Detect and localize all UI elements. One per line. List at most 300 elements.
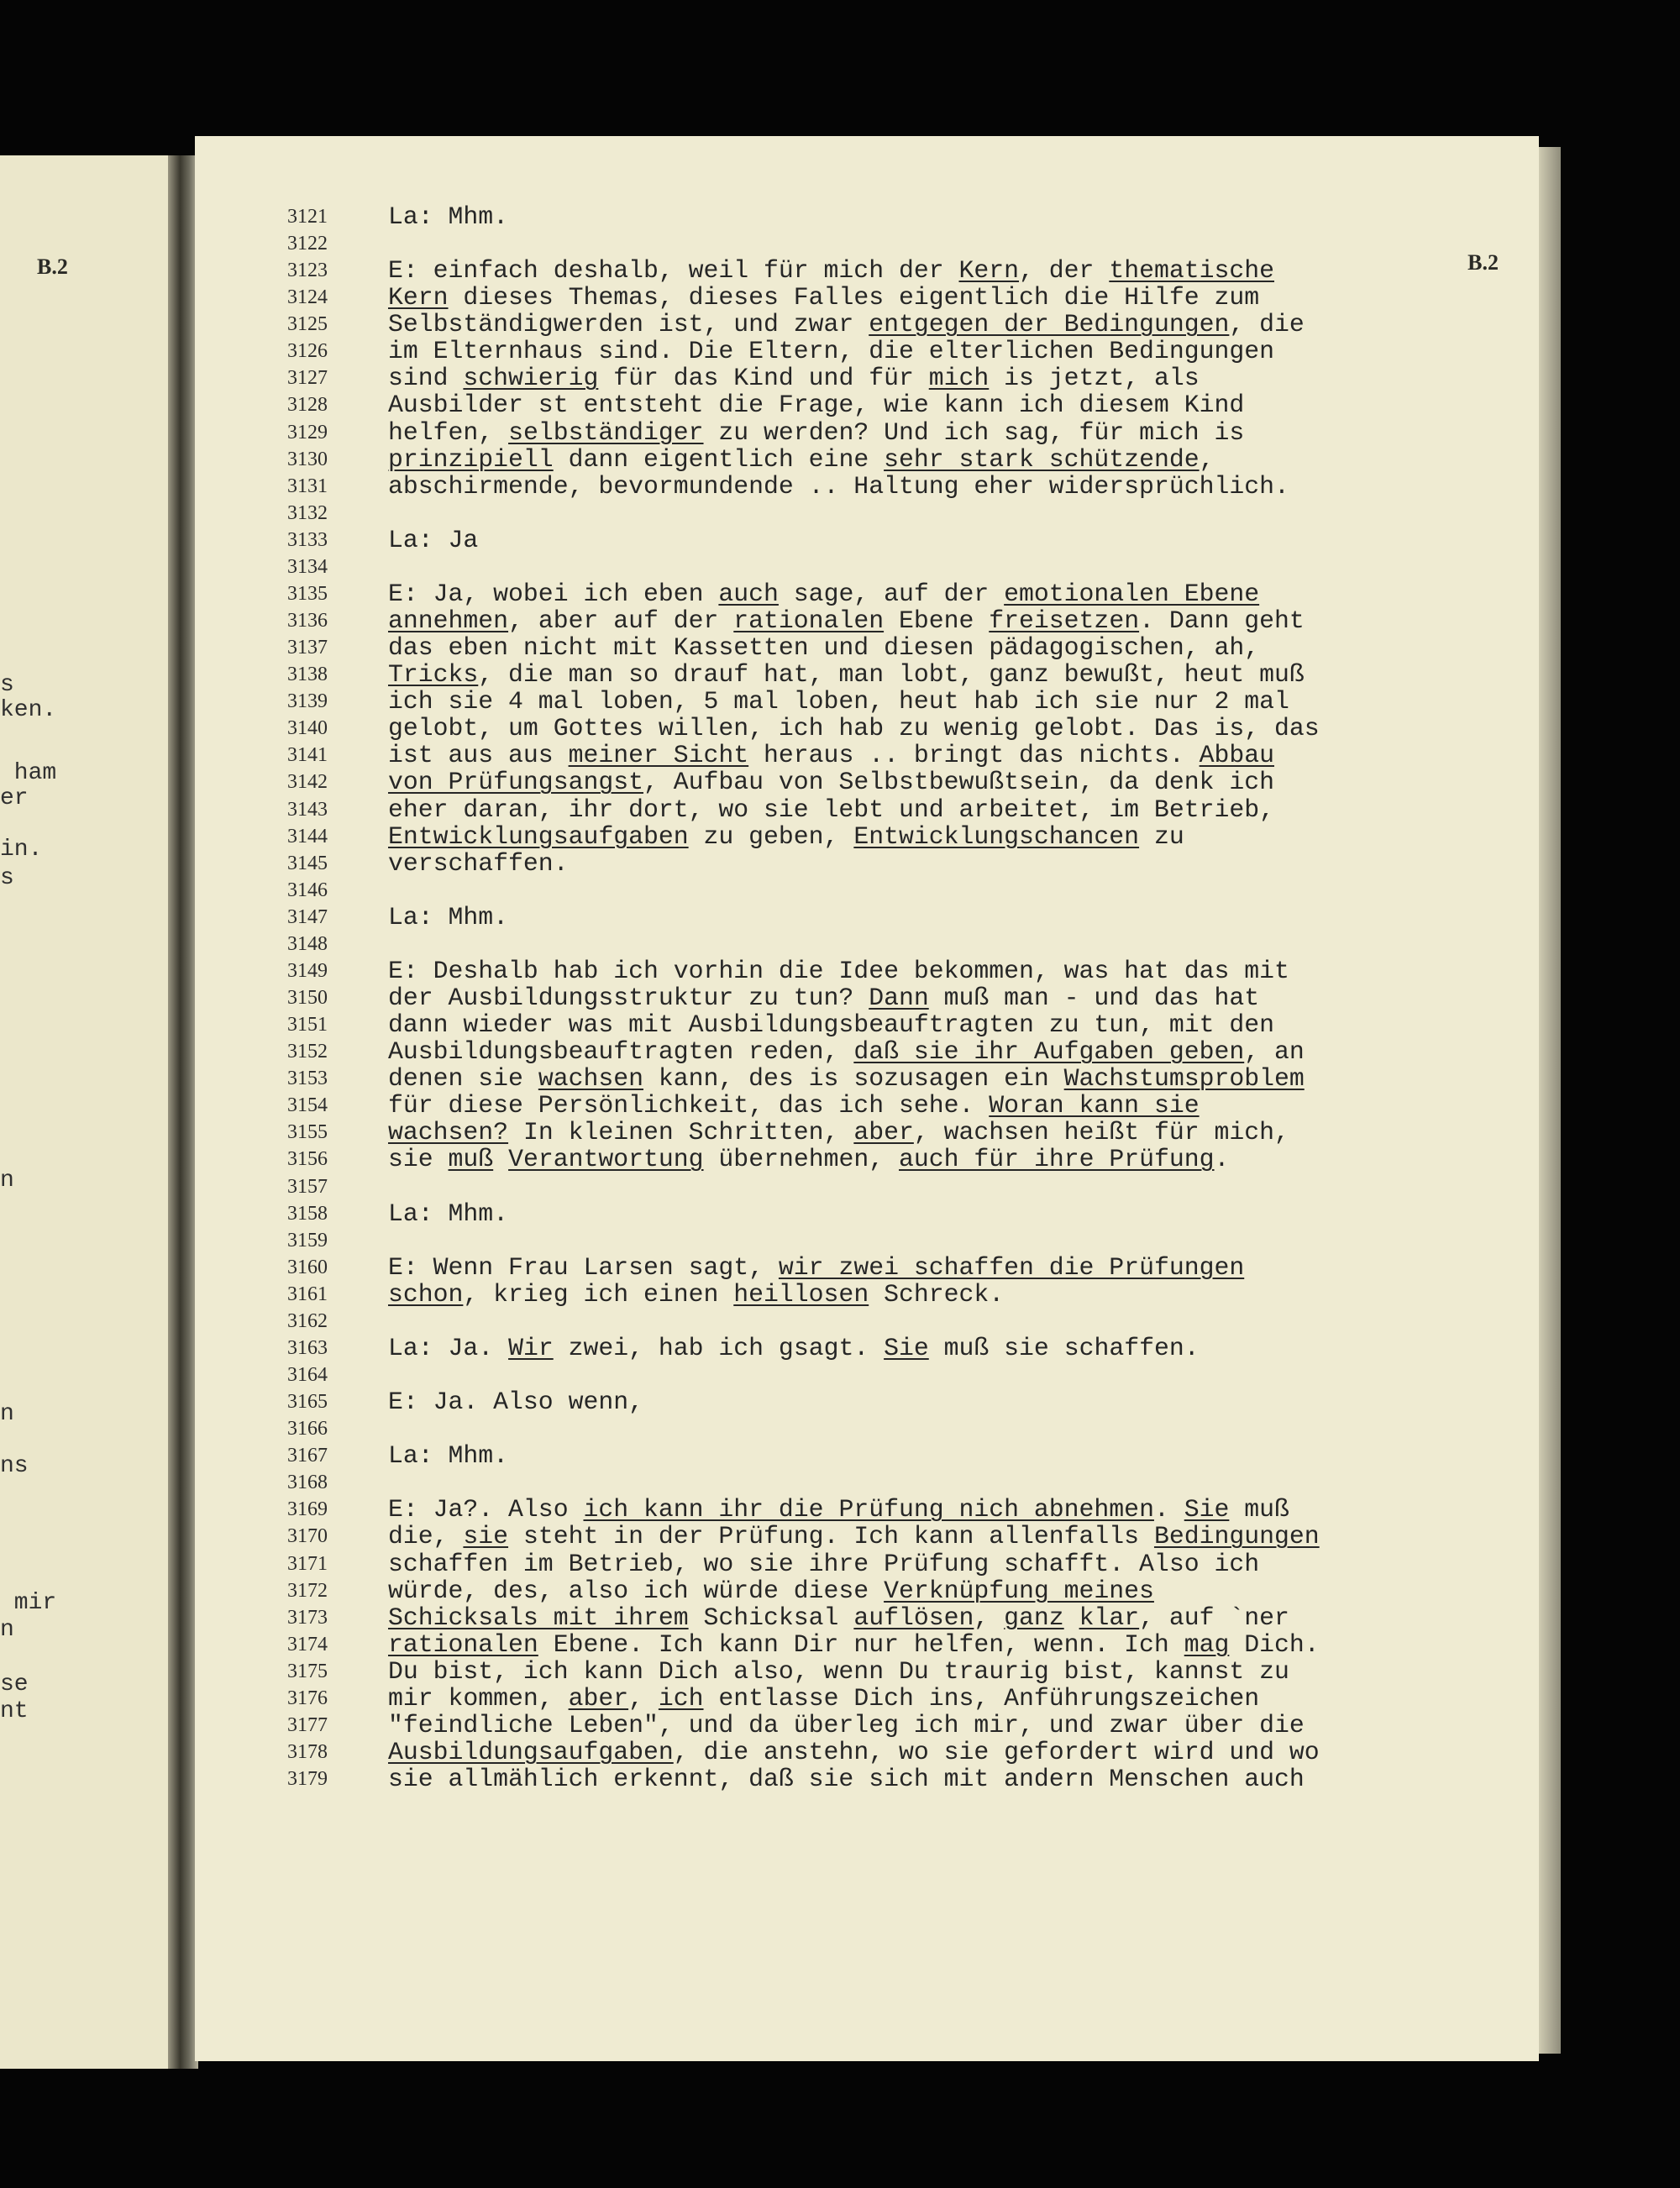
text-segment: La: Ja. — [388, 1333, 509, 1362]
transcript-line — [195, 1658, 1539, 1687]
text-segment: dann wieder was mit Ausbildungsbeauftragten zu tun, mit den — [388, 1010, 1274, 1040]
line-number: 3178 — [287, 1740, 328, 1763]
text-segment: , krieg ich einen — [463, 1279, 734, 1309]
line-text — [388, 607, 1305, 634]
transcript-line — [195, 715, 1539, 743]
line-number: 3167 — [287, 1445, 328, 1467]
transcript-line — [195, 1254, 1539, 1283]
page-edge — [1539, 147, 1561, 2054]
text-segment: Schicksal — [688, 1603, 854, 1632]
text-segment: entlasse Dich ins, Anführungszeichen — [703, 1683, 1260, 1713]
text-segment: denen sie — [388, 1064, 538, 1094]
line-text — [388, 203, 508, 230]
right-page — [195, 136, 1539, 2061]
underlined-phrase: mag — [1184, 1629, 1230, 1659]
line-number: 3156 — [287, 1148, 328, 1171]
line-number: 3142 — [287, 771, 328, 794]
line-text — [388, 419, 1244, 446]
text-segment: La: Mhm. — [388, 1441, 509, 1471]
line-number: 3179 — [287, 1768, 328, 1791]
line-text — [388, 1658, 1289, 1685]
underlined-phrase: Verknüpfung meines — [884, 1576, 1154, 1605]
line-text — [388, 284, 1259, 311]
text-segment: steht in der Prüfung. Ich kann allenfalls — [508, 1522, 1154, 1551]
text-segment: "feindliche Leben", und da überleg ich mir, und zwar über die — [388, 1710, 1305, 1739]
underlined-phrase: muß — [448, 1145, 494, 1174]
underlined-phrase: Abbau — [1199, 741, 1274, 770]
text-segment: In kleinen Schritten, — [508, 1118, 854, 1147]
left-page-fragment: s — [0, 672, 14, 698]
text-segment: , auf `ner — [1139, 1603, 1289, 1632]
text-segment: mir kommen, — [388, 1683, 569, 1713]
line-text — [388, 1604, 1289, 1631]
transcript-line — [195, 1496, 1539, 1524]
line-number: 3131 — [287, 475, 328, 497]
transcript-line — [195, 769, 1539, 797]
transcript-line — [195, 850, 1539, 879]
underlined-phrase: Ausbildungsaufgaben — [388, 1737, 674, 1766]
text-segment: helfen, — [388, 417, 509, 447]
text-segment: E: einfach deshalb, weil für mich der — [388, 256, 959, 286]
line-text — [388, 1065, 1305, 1092]
underlined-phrase: sie — [463, 1522, 509, 1551]
text-segment: übernehmen, — [703, 1145, 900, 1174]
text-segment: La: Mhm. — [388, 902, 509, 931]
line-number: 3124 — [287, 286, 328, 309]
line-text — [388, 715, 1320, 742]
line-number: 3132 — [287, 501, 328, 524]
text-segment: muß — [1229, 1495, 1289, 1524]
underlined-phrase: wir zwei schaffen die Prüfungen — [778, 1252, 1245, 1282]
transcript-line — [195, 1308, 1539, 1336]
line-text — [388, 338, 1274, 365]
underlined-phrase: ich — [658, 1683, 704, 1713]
transcript-line — [195, 311, 1539, 339]
transcript-line — [195, 419, 1539, 448]
line-text — [388, 1038, 1305, 1065]
underlined-phrase: auflösen — [853, 1603, 974, 1632]
transcript-line — [195, 1469, 1539, 1498]
text-segment: , die man so drauf hat, man lobt, ganz bewußt, heut muß — [478, 660, 1305, 690]
text-segment: verschaffen. — [388, 848, 569, 878]
line-text — [388, 1442, 508, 1469]
line-text — [388, 1146, 1229, 1173]
line-number: 3141 — [287, 744, 328, 767]
text-segment: im Elternhaus sind. Die Eltern, die elterlichen Bedingungen — [388, 337, 1274, 366]
line-number: 3151 — [287, 1014, 328, 1036]
line-number: 3128 — [287, 394, 328, 417]
line-text — [388, 1496, 1289, 1523]
text-segment: muß sie schaffen. — [928, 1333, 1200, 1362]
underlined-phrase: schwierig — [463, 364, 599, 393]
line-text — [388, 473, 1289, 500]
line-text — [388, 1011, 1274, 1038]
text-segment: La: Mhm. — [388, 202, 509, 231]
line-text — [388, 823, 1184, 850]
transcript-line — [195, 1523, 1539, 1551]
line-number: 3171 — [287, 1552, 328, 1575]
text-segment: heraus .. bringt das nichts. — [748, 741, 1200, 770]
line-text — [388, 311, 1305, 338]
text-segment: , Aufbau von Selbstbewußtsein, da denk ich — [643, 768, 1274, 797]
line-number: 3133 — [287, 528, 328, 551]
underlined-phrase: heillosen — [733, 1279, 869, 1309]
left-page-fragment: nt — [0, 1698, 29, 1724]
line-number: 3170 — [287, 1525, 328, 1548]
book-gutter — [168, 155, 198, 2069]
text-segment: zwei, hab ich gsagt. — [553, 1333, 885, 1362]
transcript-line — [195, 607, 1539, 636]
left-page-label: B.2 — [37, 254, 68, 279]
underlined-phrase: daß sie ihr Aufgaben geben — [853, 1037, 1245, 1067]
underlined-phrase: thematische — [1109, 256, 1275, 286]
line-text — [388, 850, 569, 877]
transcript-line — [195, 904, 1539, 932]
left-page-fragment: s — [0, 865, 14, 891]
line-number: 3149 — [287, 959, 328, 982]
transcript-line — [195, 1415, 1539, 1444]
text-segment: zu — [1139, 821, 1184, 851]
transcript-line — [195, 1766, 1539, 1794]
transcript-line — [195, 338, 1539, 366]
text-segment: Selbständigwerden ist, und zwar — [388, 310, 869, 339]
line-text — [388, 1685, 1259, 1712]
line-number: 3144 — [287, 825, 328, 847]
line-text — [388, 527, 478, 554]
line-number: 3174 — [287, 1633, 328, 1655]
line-text — [388, 1200, 508, 1227]
transcript-line — [195, 796, 1539, 825]
line-text — [388, 1550, 1259, 1577]
text-segment: E: Ja?. Also — [388, 1495, 584, 1524]
underlined-phrase: Woran kann sie — [989, 1091, 1200, 1120]
line-number: 3127 — [287, 367, 328, 390]
transcript-line — [195, 1712, 1539, 1740]
underlined-phrase: Kern — [388, 283, 449, 312]
transcript-line — [195, 1550, 1539, 1579]
line-number: 3140 — [287, 717, 328, 740]
text-segment: , wachsen heißt für mich, — [913, 1118, 1289, 1147]
line-number: 3172 — [287, 1579, 328, 1602]
transcript-line — [195, 554, 1539, 582]
line-number: 3177 — [287, 1713, 328, 1736]
underlined-phrase: freisetzen — [989, 606, 1140, 636]
text-segment: muß man - und das hat — [928, 984, 1260, 1013]
line-number: 3161 — [287, 1283, 328, 1305]
left-page-fragment: er — [0, 785, 29, 811]
text-segment: die, — [388, 1522, 464, 1551]
line-text — [388, 661, 1305, 688]
line-number: 3148 — [287, 932, 328, 955]
text-segment: dann eigentlich eine — [553, 444, 885, 474]
transcript-line — [195, 661, 1539, 690]
line-text — [388, 984, 1259, 1011]
line-number: 3155 — [287, 1121, 328, 1144]
transcript-line — [195, 1092, 1539, 1120]
line-number: 3122 — [287, 233, 328, 255]
line-text — [388, 1335, 1200, 1362]
line-text — [388, 769, 1274, 795]
line-number: 3162 — [287, 1309, 328, 1332]
line-number: 3160 — [287, 1256, 328, 1278]
transcript-line — [195, 634, 1539, 663]
text-segment: eher daran, ihr dort, wo sie lebt und arbeitet, im Betrieb, — [388, 795, 1274, 824]
transcript-line — [195, 688, 1539, 716]
text-segment: Schreck. — [869, 1279, 1005, 1309]
underlined-phrase: Dann — [869, 984, 929, 1013]
line-text — [388, 391, 1244, 418]
line-text — [388, 1577, 1154, 1604]
text-segment: E: Wenn Frau Larsen sagt, — [388, 1252, 779, 1282]
underlined-phrase: Sie — [884, 1333, 929, 1362]
text-segment: La: Mhm. — [388, 1199, 509, 1228]
underlined-phrase: Schicksals mit ihrem — [388, 1603, 689, 1632]
text-segment: La: Ja — [388, 525, 479, 554]
underlined-phrase: Sie — [1184, 1495, 1230, 1524]
line-number: 3137 — [287, 637, 328, 659]
transcript-line — [195, 1011, 1539, 1040]
text-segment: , aber auf der — [508, 606, 734, 636]
left-page-fragment: in. — [0, 837, 43, 863]
underlined-phrase: schon — [388, 1279, 464, 1309]
line-text — [388, 1523, 1320, 1550]
underlined-phrase: von Prüfungsangst — [388, 768, 643, 797]
line-number: 3125 — [287, 313, 328, 336]
underlined-phrase: meiner Sicht — [568, 741, 749, 770]
line-text — [388, 796, 1274, 823]
transcript-line — [195, 1335, 1539, 1363]
line-text — [388, 688, 1289, 715]
line-number: 3135 — [287, 582, 328, 605]
text-segment: zu geben, — [688, 821, 854, 851]
text-segment: , die — [1229, 310, 1305, 339]
text-segment: schaffen im Betrieb, wo sie ihre Prüfung schafft. Also ich — [388, 1549, 1260, 1578]
transcript-line — [195, 500, 1539, 528]
line-number: 3129 — [287, 421, 328, 443]
transcript-line — [195, 1281, 1539, 1309]
text-segment: sie allmählich erkennt, daß sie sich mit andern Menschen auch — [388, 1765, 1305, 1794]
line-text — [388, 1631, 1320, 1658]
transcript-line — [195, 473, 1539, 501]
line-number: 3169 — [287, 1498, 328, 1521]
transcript-line — [195, 1200, 1539, 1229]
left-page — [0, 155, 181, 2069]
left-page-fragment: n — [0, 1617, 14, 1643]
underlined-phrase: Kern — [958, 256, 1020, 286]
underlined-phrase: klar — [1079, 1603, 1140, 1632]
text-segment: Ebene. Ich kann Dir nur helfen, wenn. Ich — [538, 1629, 1184, 1659]
text-segment: würde, des, also ich würde diese — [388, 1576, 885, 1605]
line-number: 3153 — [287, 1068, 328, 1090]
transcript-line — [195, 1604, 1539, 1633]
line-number: 3166 — [287, 1418, 328, 1440]
left-page-fragment: n — [0, 1167, 14, 1194]
line-number: 3143 — [287, 798, 328, 821]
text-segment: is jetzt, als — [989, 364, 1200, 393]
right-page-label: B.2 — [1467, 250, 1499, 275]
text-segment: sie — [388, 1145, 449, 1174]
line-text — [388, 742, 1274, 769]
text-segment: . Dann geht — [1139, 606, 1305, 636]
transcript-line — [195, 984, 1539, 1013]
line-text — [388, 1388, 643, 1415]
underlined-phrase: rationalen — [733, 606, 885, 636]
transcript-line — [195, 1631, 1539, 1660]
line-number: 3145 — [287, 852, 328, 874]
underlined-phrase: auch für ihre Prüfung — [899, 1145, 1215, 1174]
text-segment: Dich. — [1229, 1629, 1320, 1659]
line-text — [388, 1766, 1305, 1792]
line-number: 3136 — [287, 610, 328, 632]
underlined-phrase: prinzipiell — [388, 444, 554, 474]
underlined-phrase: Entwicklungsaufgaben — [388, 821, 689, 851]
line-number: 3175 — [287, 1660, 328, 1682]
left-page-fragment: mir — [0, 1590, 57, 1616]
text-segment: , — [974, 1603, 1005, 1632]
text-segment: Ausbilder st entsteht die Frage, wie kann ich diesem Kind — [388, 391, 1245, 420]
line-number: 3123 — [287, 260, 328, 282]
line-text — [388, 1712, 1305, 1739]
underlined-phrase: emotionalen Ebene — [1004, 579, 1260, 608]
transcript-line — [195, 580, 1539, 609]
text-segment: , der — [1019, 256, 1110, 286]
line-number: 3146 — [287, 879, 328, 901]
text-segment: E: Ja, wobei ich eben — [388, 579, 719, 608]
text-segment: abschirmende, bevormundende .. Haltung eher widersprüchlich. — [388, 471, 1289, 501]
line-number: 3130 — [287, 448, 328, 470]
left-page-fragment: n — [0, 1401, 14, 1427]
text-segment: kann, des is sozusagen ein — [643, 1064, 1064, 1094]
transcript-line — [195, 958, 1539, 986]
line-number: 3121 — [287, 206, 328, 228]
line-number: 3165 — [287, 1391, 328, 1414]
line-number: 3168 — [287, 1472, 328, 1494]
transcript-line — [195, 742, 1539, 770]
line-number: 3147 — [287, 905, 328, 928]
line-text — [388, 446, 1215, 473]
text-segment: zu werden? Und ich sag, für mich is — [703, 417, 1245, 447]
left-page-fragment: se — [0, 1671, 29, 1697]
text-segment: das eben nicht mit Kassetten und diesen pädagogischen, ah, — [388, 633, 1260, 663]
line-number: 3159 — [287, 1229, 328, 1251]
transcript-line — [195, 1685, 1539, 1713]
transcript-line — [195, 931, 1539, 959]
text-segment: Ausbildungsbeauftragten reden, — [388, 1037, 854, 1067]
text-segment: für diese Persönlichkeit, das ich sehe. — [388, 1091, 990, 1120]
text-segment: E: Deshalb hab ich vorhin die Idee bekommen, was hat das mit — [388, 956, 1289, 985]
text-segment: . — [1214, 1145, 1230, 1174]
transcript-line — [195, 257, 1539, 286]
transcript-line — [195, 1065, 1539, 1094]
text-segment: Ebene — [884, 606, 990, 636]
underlined-phrase: Tricks — [388, 660, 479, 690]
line-text — [388, 257, 1274, 284]
line-text — [388, 365, 1200, 391]
left-page-fragment: ns — [0, 1453, 29, 1479]
line-number: 3126 — [287, 340, 328, 363]
underlined-phrase: wachsen — [538, 1064, 643, 1094]
underlined-phrase: Wachstumsproblem — [1063, 1064, 1305, 1094]
text-segment: , an — [1244, 1037, 1305, 1067]
underlined-phrase: sehr stark schützende — [884, 444, 1200, 474]
transcript-line — [195, 823, 1539, 852]
text-segment — [493, 1145, 508, 1173]
line-text — [388, 1739, 1320, 1766]
transcript-line — [195, 446, 1539, 475]
transcript-line — [195, 877, 1539, 905]
line-text — [388, 1254, 1244, 1281]
transcript-line — [195, 284, 1539, 312]
transcript-line — [195, 1388, 1539, 1417]
underlined-phrase: ganz — [1004, 1603, 1064, 1632]
text-segment — [1064, 1603, 1079, 1632]
underlined-phrase: Verantwortung — [508, 1145, 704, 1174]
transcript-line — [195, 1577, 1539, 1606]
text-segment: der Ausbildungsstruktur zu tun? — [388, 984, 869, 1013]
line-text — [388, 904, 508, 931]
transcript-line — [195, 1739, 1539, 1767]
underlined-phrase: rationalen — [388, 1629, 538, 1659]
transcript-line — [195, 1173, 1539, 1202]
line-text — [388, 958, 1289, 984]
underlined-phrase: aber — [853, 1118, 914, 1147]
text-segment: sage, auf der — [778, 579, 1005, 608]
left-page-fragment: ham — [0, 760, 57, 786]
underlined-phrase: Wir — [508, 1333, 554, 1362]
underlined-phrase: auch — [718, 579, 779, 608]
transcript-line — [195, 1038, 1539, 1067]
transcript-line — [195, 1362, 1539, 1390]
line-number: 3173 — [287, 1606, 328, 1629]
underlined-phrase: ich kann ihr die Prüfung nich abnehmen — [583, 1495, 1154, 1524]
text-segment: ich sie 4 mal loben, 5 mal loben, heut hab ich sie nur 2 mal — [388, 687, 1289, 716]
line-number: 3138 — [287, 664, 328, 686]
transcript-line — [195, 230, 1539, 259]
transcript-line — [195, 391, 1539, 420]
transcript-line — [195, 527, 1539, 555]
line-number: 3134 — [287, 555, 328, 578]
text-segment: ist aus aus — [388, 741, 569, 770]
left-page-fragment: ken. — [0, 697, 57, 723]
text-segment: gelobt, um Gottes willen, ich hab zu wenig gelobt. Das is, das — [388, 714, 1320, 743]
transcript-line — [195, 203, 1539, 232]
underlined-phrase: mich — [928, 364, 990, 393]
underlined-phrase: entgegen der Bedingungen — [869, 310, 1230, 339]
transcript-line — [195, 1442, 1539, 1471]
text-segment: für das Kind und für — [598, 364, 929, 393]
text-segment: Du bist, ich kann Dich also, wenn Du traurig bist, kannst zu — [388, 1656, 1289, 1686]
line-number: 3139 — [287, 690, 328, 713]
underlined-phrase: Entwicklungschancen — [853, 821, 1140, 851]
underlined-phrase: annehmen — [388, 606, 509, 636]
underlined-phrase: aber — [568, 1683, 629, 1713]
line-number: 3150 — [287, 987, 328, 1010]
line-number: 3152 — [287, 1041, 328, 1063]
transcript-line — [195, 1146, 1539, 1174]
line-number: 3157 — [287, 1175, 328, 1198]
text-segment: , die anstehn, wo sie gefordert wird und wo — [673, 1737, 1320, 1766]
text-segment: , — [628, 1683, 659, 1713]
line-text — [388, 1119, 1289, 1146]
line-text — [388, 580, 1259, 607]
line-number: 3164 — [287, 1364, 328, 1386]
text-segment: E: Ja. Also wenn, — [388, 1388, 643, 1417]
line-number: 3163 — [287, 1336, 328, 1359]
line-text — [388, 1281, 1004, 1308]
transcript-line — [195, 1227, 1539, 1256]
text-segment: , — [1199, 444, 1215, 474]
underlined-phrase: wachsen? — [388, 1118, 509, 1147]
